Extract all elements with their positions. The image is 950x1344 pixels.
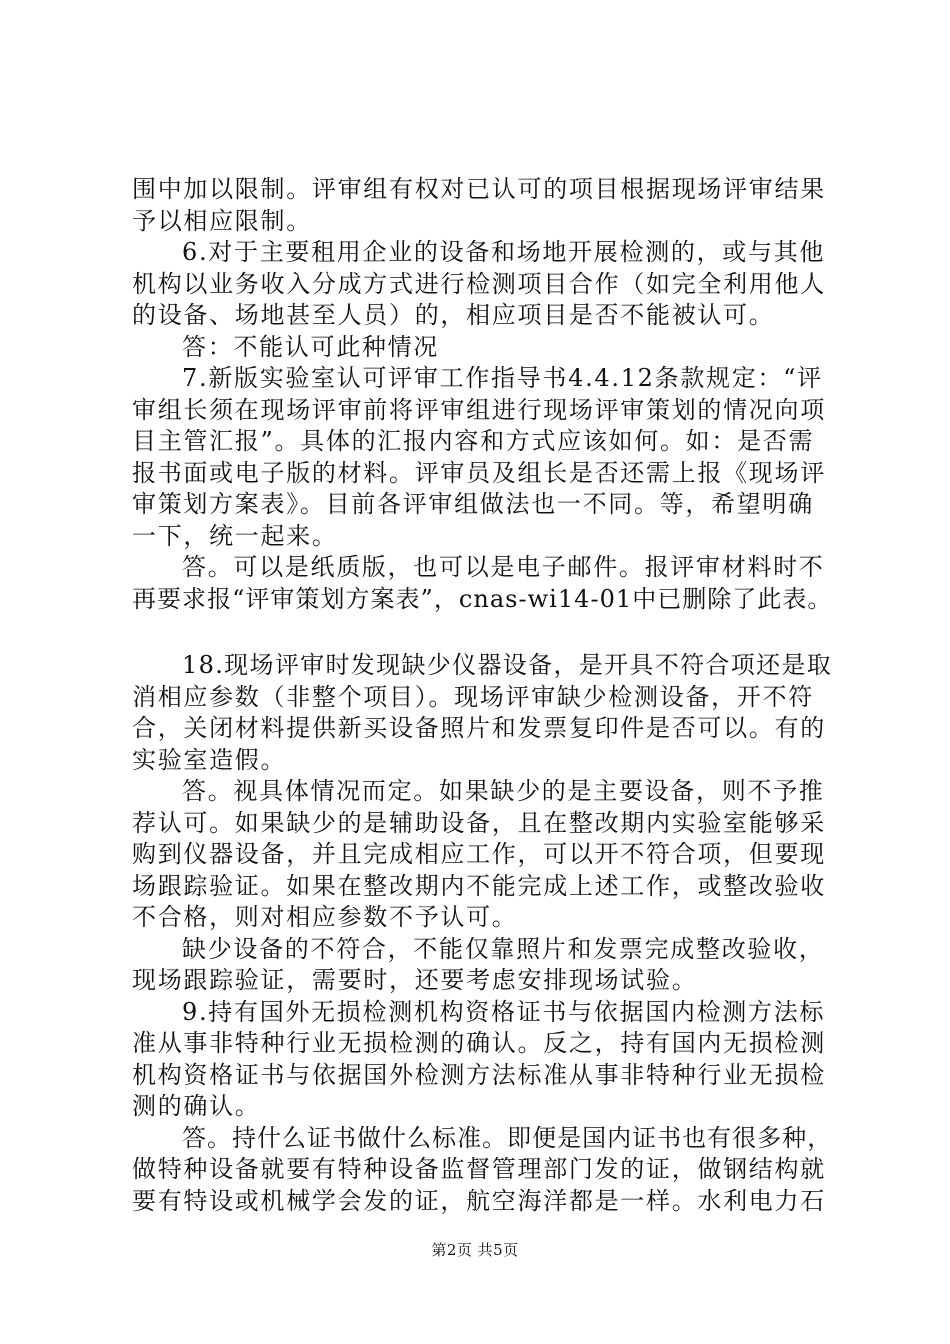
text-line: 答。视具体情况而定。如果缺少的是主要设备，则不予推 [182,777,825,805]
text-line: 再要求报“评审策划方案表”，cnas-wi14-01中已删除了此表。 [132,584,833,613]
text-line: 实验室造假。 [132,745,287,774]
document-body [132,174,832,1217]
text-line: 答。持什么证书做什么标准。即便是国内证书也有很多种， [182,1123,833,1152]
text-line: 现场跟踪验证，需要时，还要考虑安排现场试验。 [132,966,698,994]
paragraph-p-continuation [132,174,832,237]
text-line: 18.现场评审时发现缺少仪器设备，是开具不符合项还是取 [182,651,833,679]
paragraph-a9 [132,1123,832,1218]
paragraph-a7 [132,552,832,615]
text-line: 要有特设或机械学会发的证，航空海洋都是一样。水利电力石 [132,1186,826,1215]
text-line: 7.新版实验室认可评审工作指导书4.4.12条款规定：“评 [182,364,823,392]
text-line: 目主管汇报”。具体的汇报内容和方式应该如何。如：是否需 [132,427,815,455]
text-line: 6.对于主要租用企业的设备和场地开展检测的，或与其他 [182,238,826,266]
text-line: 答：不能认可此种情况 [182,332,439,361]
text-line: 机构以业务收入分成方式进行检测项目合作（如完全利用他人 [132,269,826,298]
text-line: 购到仪器设备，并且完成相应工作，可以开不符合项，但要现 [132,840,826,868]
text-line: 一下，统一起来。 [132,521,338,550]
text-line: 消相应参数（非整个项目）。现场评审缺少检测设备，开不符 [132,682,814,711]
text-line: 不合格，则对相应参数不予认可。 [132,903,518,931]
text-line: 答。可以是纸质版，也可以是电子邮件。报评审材料时不 [182,553,825,581]
text-line: 测的确认。 [132,1092,261,1120]
text-line: 缺少设备的不符合，不能仅靠照片和发票完成整改验收， [182,934,825,963]
text-line: 荐认可。如果缺少的是辅助设备，且在整改期内实验室能够采 [132,808,826,837]
paragraph-spacer [132,615,832,650]
paragraph-q6 [132,237,832,332]
paragraph-a6 [132,332,832,364]
text-line: 审策划方案表》。目前各评审组做法也一不同。等，希望明确 [132,490,814,518]
text-line: 合，关闭材料提供新买设备照片和发票复印件是否可以。有的 [132,714,826,742]
text-line: 做特种设备就要有特种设备监督管理部门发的证，做钢结构就 [132,1155,826,1183]
text-line: 9.持有国外无损检测机构资格证书与依据国内检测方法标 [182,997,826,1026]
text-line: 围中加以限制。评审组有权对已认可的项目根据现场评审结果 [132,175,826,203]
paragraph-a18-note [132,934,832,997]
text-line: 准从事非特种行业无损检测的确认。反之，持有国内无损检测 [132,1029,826,1057]
paragraph-q7 [132,363,832,552]
text-line: 机构资格证书与依据国外检测方法标准从事非特种行业无损检 [132,1060,826,1089]
paragraph-q9 [132,997,832,1123]
text-line: 报书面或电子版的材料。评审员及组长是否还需上报《现场评 [132,458,826,487]
text-line: 的设备、场地甚至人员）的，相应项目是否不能被认可。 [132,301,775,329]
paragraph-q18 [132,650,832,776]
text-line: 审组长须在现场评审前将评审组进行现场评审策划的情况向项 [132,395,826,424]
paragraph-a18 [132,776,832,934]
page-number-footer: 第2页 共5页 [431,1241,519,1259]
text-line: 场跟踪验证。如果在整改期内不能完成上述工作，或整改验收 [132,871,826,900]
text-line: 予以相应限制。 [132,206,312,235]
